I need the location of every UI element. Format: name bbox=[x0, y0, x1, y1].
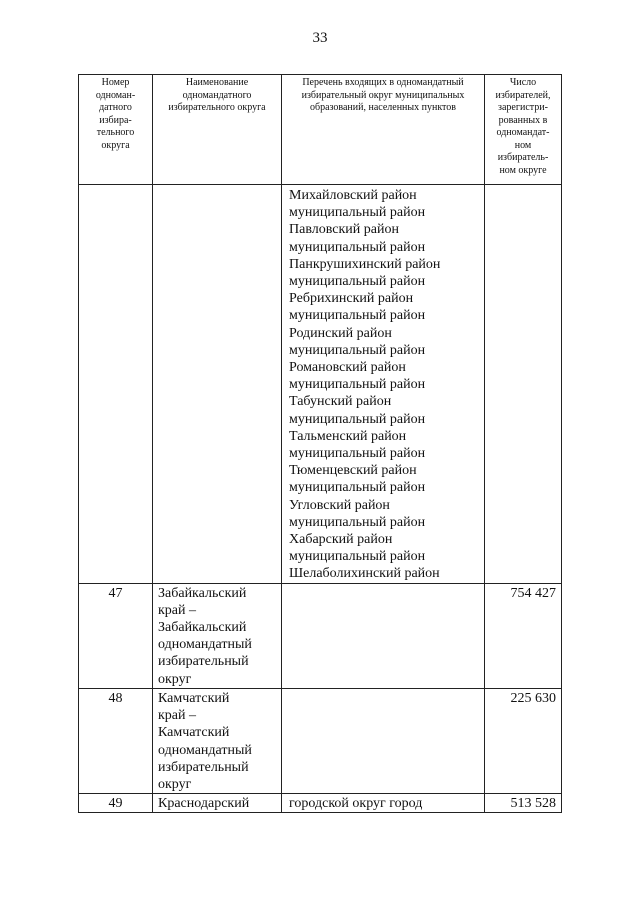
list-item: Панкрушихинский район bbox=[289, 256, 441, 272]
list-item: Тюменцевский район bbox=[289, 463, 417, 479]
header-voters-count: Число избирателей, зарегистри- рованных в одномандат- ном избиратель- ном округе bbox=[485, 75, 562, 185]
table-row bbox=[79, 583, 562, 688]
list-item: Родинский район bbox=[289, 325, 392, 341]
list-item: Ребрихинский район bbox=[289, 291, 414, 307]
list-item: муниципальный район bbox=[289, 377, 426, 393]
header-district-name: Наименование одномандатного избирательного округа bbox=[153, 75, 282, 185]
list-item: муниципальный район bbox=[289, 549, 426, 565]
list-item: муниципальный район bbox=[289, 274, 426, 290]
district-number: 49 bbox=[79, 794, 153, 813]
list-item: муниципальный район bbox=[289, 411, 426, 427]
page-number: 33 bbox=[312, 30, 328, 46]
municipalities-list-cell bbox=[282, 185, 485, 584]
list-item: Михайловский район bbox=[289, 188, 417, 203]
list-item: муниципальный район bbox=[289, 239, 426, 255]
list-item: муниципальный район bbox=[289, 308, 426, 324]
district-municipalities: городской округ город bbox=[282, 794, 485, 813]
district-municipalities bbox=[282, 583, 485, 688]
list-item: Павловский район bbox=[289, 222, 399, 238]
district-name: Камчатский край – Камчатский одномандатный избирательный округ bbox=[153, 688, 282, 793]
district-number: 47 bbox=[79, 583, 153, 688]
municipalities-list bbox=[282, 185, 484, 583]
list-item: муниципальный район bbox=[289, 342, 426, 358]
table-header-row bbox=[79, 75, 562, 185]
list-item: Угловский район bbox=[289, 497, 390, 513]
header-municipalities-list: Перечень входящих в одномандатный избирательный округ муниципальных образований, населенных пунктов bbox=[282, 75, 485, 185]
list-item: Тальменский район bbox=[289, 428, 407, 444]
list-item: муниципальный район bbox=[289, 514, 426, 530]
table-row-continuation bbox=[79, 185, 562, 584]
table-row bbox=[79, 688, 562, 793]
voters-count: 225 630 bbox=[485, 688, 562, 793]
districts-table bbox=[78, 74, 562, 813]
voters-count: 754 427 bbox=[485, 583, 562, 688]
list-item: Хабарский район bbox=[289, 532, 393, 548]
table-row bbox=[79, 794, 562, 813]
table-cell bbox=[79, 185, 153, 584]
table-cell bbox=[485, 185, 562, 584]
list-item: Табунский район bbox=[289, 394, 392, 410]
district-name: Забайкальский край – Забайкальский одномандатный избирательный округ bbox=[153, 583, 282, 688]
list-item: муниципальный район bbox=[289, 446, 426, 462]
list-item: муниципальный район bbox=[289, 480, 426, 496]
district-municipalities bbox=[282, 688, 485, 793]
district-number: 48 bbox=[79, 688, 153, 793]
list-item: муниципальный район bbox=[289, 205, 426, 221]
table-cell bbox=[153, 185, 282, 584]
list-item: Шелаболихинский район bbox=[289, 566, 440, 582]
voters-count: 513 528 bbox=[485, 794, 562, 813]
header-district-number: Номер одноман- датного избира- тельного округа bbox=[79, 75, 153, 185]
list-item: Романовский район bbox=[289, 360, 406, 376]
district-name: Краснодарский bbox=[153, 794, 282, 813]
